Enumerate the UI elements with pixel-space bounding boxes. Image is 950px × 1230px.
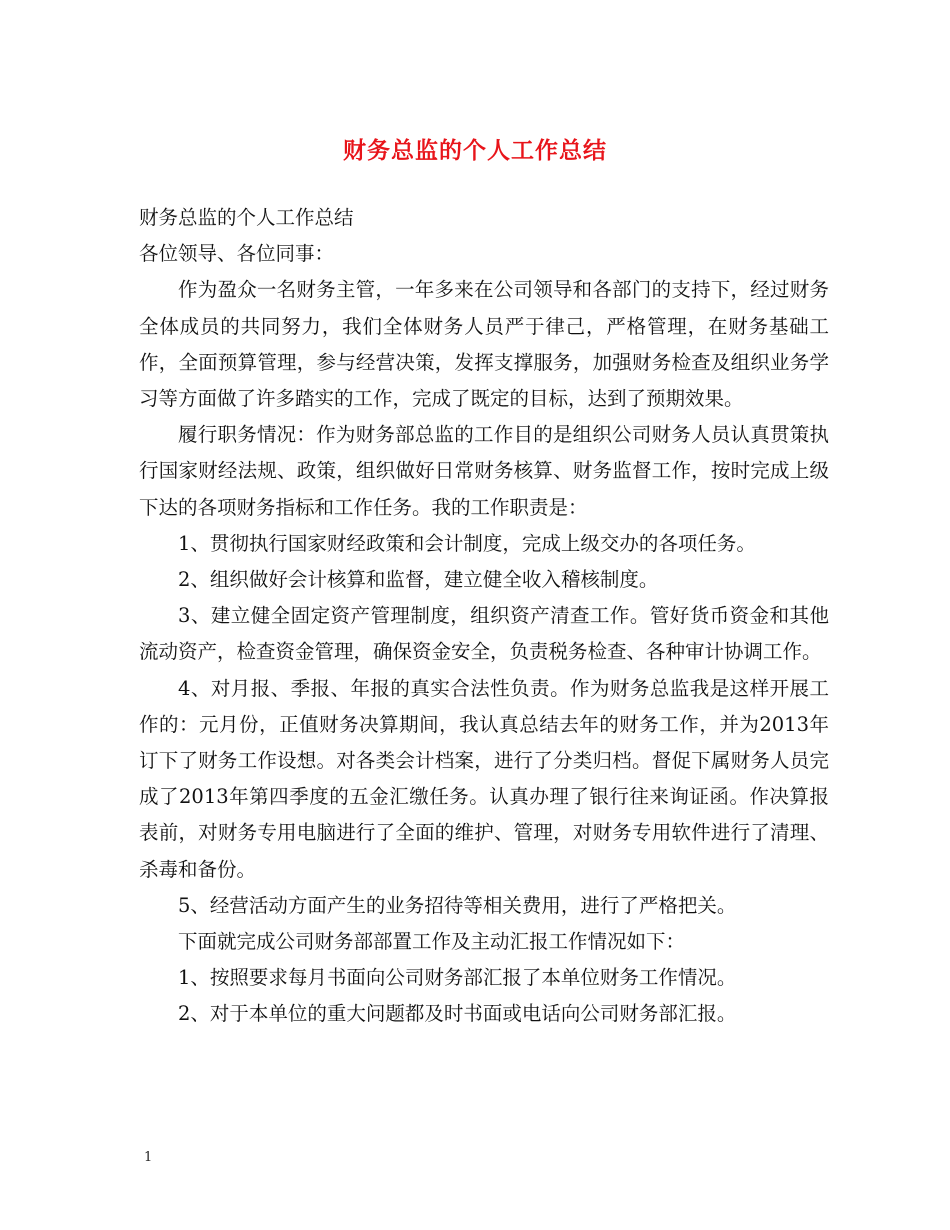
greeting: 各位领导、各位同事：	[139, 242, 335, 266]
document-subtitle: 财务总监的个人工作总结	[139, 206, 354, 229]
list-item: 1、贯彻执行国家财经政策和会计制度，完成上级交办的各项任务。	[178, 531, 756, 555]
paragraph: 作为盈众一名财务主管，一年多来在公司领导和各部门的支持下，经过财务全体成员的共同努力，我们全体财务人员严于律己，严格管理，在财务基础工作，全面预算管理，参与经营决策，发挥支撑服务，加强财务检查及组织业务学习等方面做了许多踏实的工作，完成了既定的目标，达到了预期效果。	[139, 278, 829, 411]
paragraph: 下面就完成公司财务部部置工作及主动汇报工作情况如下：	[178, 930, 686, 954]
document-title: 财务总监的个人工作总结	[343, 137, 607, 164]
list-item: 1、按照要求每月书面向公司财务部汇报了本单位财务工作情况。	[178, 966, 737, 990]
list-item: 2、组织做好会计核算和监督，建立健全收入稽核制度。	[178, 568, 659, 592]
list-item: 3、建立健全固定资产管理制度，组织资产清查工作。管好货币资金和其他流动资产，检查资金管理，确保资金安全，负责税务检查、各种审计协调工作。	[139, 604, 829, 664]
document-body	[139, 200, 829, 1033]
paragraph: 履行职务情况：作为财务部总监的工作目的是组织公司财务人员认真贯策执行国家财经法规、政策，组织做好日常财务核算、财务监督工作，按时完成上级下达的各项财务指标和工作任务。我的工作职责是：	[139, 423, 829, 519]
list-item: 4、对月报、季报、年报的真实合法性负责。作为财务总监我是这样开展工作的：元月份，正值财务决算期间，我认真总结去年的财务工作，并为2013年订下了财务工作设想。对各类会计档案，进行了分类归档。督促下属财务人员完成了2013年第四季度的五金汇缴任务。认真办理了银行往来询证函。作决算报表前，对财务专用电脑进行了全面的维护、管理，对财务专用软件进行了清理、杀毒和备份。	[139, 676, 829, 881]
page-number: 1	[144, 1150, 153, 1165]
list-item: 5、经营活动方面产生的业务招待等相关费用，进行了严格把关。	[178, 893, 737, 917]
list-item: 2、对于本单位的重大问题都及时书面或电话向公司财务部汇报。	[178, 1002, 737, 1026]
